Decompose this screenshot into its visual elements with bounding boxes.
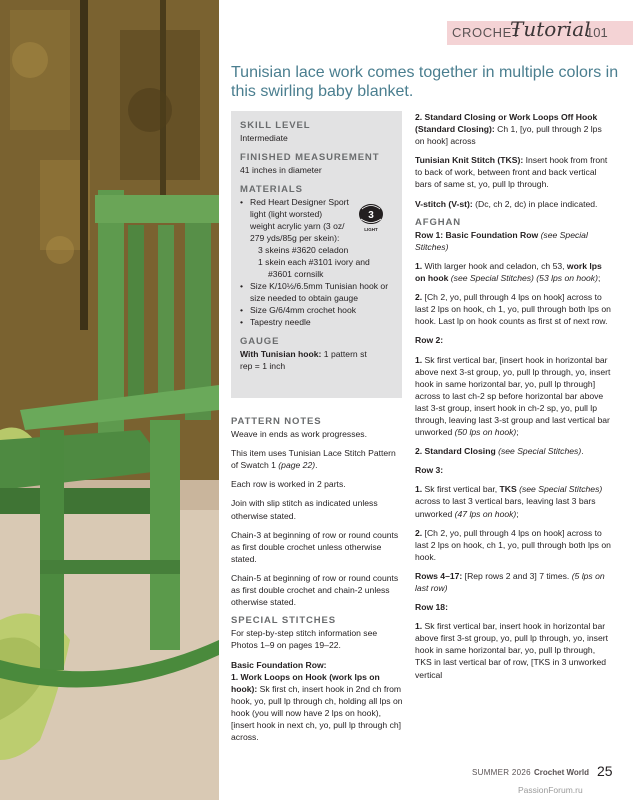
- skill-level-heading: SKILL LEVEL: [240, 120, 311, 131]
- row2-heading: Row 2:: [415, 335, 444, 346]
- row18-step1: 1. Sk first vertical bar, insert hook in horizontal bar above first 3-st group, yo, pull lp through, yo, insert hook in same horizontal bar, yo, pull lp through, TKS in last vertical bar of row, [TKS in 3 unworked vertical: [415, 621, 608, 680]
- materials-heading: MATERIALS: [240, 184, 303, 195]
- spec-box: [231, 111, 402, 398]
- note-paragraph: Weave in ends as work progresses.: [231, 429, 367, 440]
- gauge-heading: GAUGE: [240, 336, 280, 347]
- row18-heading: Row 18:: [415, 602, 448, 613]
- header-section-label: CROCHET: [452, 25, 521, 40]
- chair-illustration: [0, 0, 219, 800]
- right-column: [415, 111, 613, 688]
- photo-green-rocking-chair: [0, 0, 219, 800]
- work-loops-paragraph: 1. Work Loops on Hook (work lps on hook): Sk first ch, insert hook in 2nd ch from hook, yo, pull lp through ch, holding all lps on hook (you will now have 2 lps on hook), [insert hook in next ch, yo, pull lp through ch] across.: [231, 671, 403, 743]
- note-paragraph: Join with slip stitch as indicated unless otherwise stated.: [231, 498, 378, 521]
- footer-magazine: Crochet World: [534, 768, 589, 777]
- material-sub-item: 1 skein each #3101 ivory and: [258, 257, 370, 267]
- material-sub-item: 3 skeins #3620 celadon: [258, 245, 349, 255]
- footer-issue: SUMMER 2026: [472, 768, 531, 777]
- pattern-notes-heading: PATTERN NOTES: [231, 416, 322, 427]
- note-paragraph: Chain-3 at beginning of row or round counts as first double crochet unless otherwise stated.: [231, 529, 399, 564]
- skill-level-value: Intermediate: [240, 133, 288, 143]
- material-item: • Size K/10½/6.5mm Tunisian hook or size needed to obtain gauge: [240, 280, 393, 304]
- row1-step1: 1. With larger hook and celadon, ch 53, work lps on hook (see Special Stitches) (53 lps on hook);: [415, 260, 602, 284]
- row3-heading: Row 3:: [415, 465, 444, 476]
- intro-text: Tunisian lace work comes together in multiple colors in this swirling baby blanket.: [231, 64, 619, 100]
- watermark: PassionForum.ru: [518, 785, 583, 795]
- note-paragraph: Each row is worked in 2 parts.: [231, 479, 346, 490]
- finished-measurement-heading: FINISHED MEASUREMENT: [240, 152, 380, 163]
- note-paragraph: Chain-5 at beginning of row or round counts as first double crochet and chain-2 unless otherwise stated.: [231, 572, 399, 608]
- vst-paragraph: V-stitch (V-st): (Dc, ch 2, dc) in place indicated.: [415, 198, 598, 209]
- material-sub-item: #3601 cornsilk: [268, 269, 324, 279]
- row1-heading: Row 1: Basic Foundation Row (see Special Stitches): [415, 229, 588, 252]
- header-tutorial-label: Tutorial: [510, 17, 591, 41]
- material-item: • Size G/6/4mm crochet hook: [240, 304, 393, 316]
- finished-measurement-value: 41 inches in diameter: [240, 165, 322, 175]
- tks-paragraph: Tunisian Knit Stitch (TKS): Insert hook from front to back of work, between front and back vertical bars of same st, yo, pull lp through.: [415, 155, 608, 190]
- row1-step2: 2. [Ch 2, yo, pull through 4 lps on hook] across to last 2 lps on hook, ch 1, yo, pull through both lps on hook. Last lp on hook counts as first st of next row.: [415, 292, 611, 327]
- row3-step1: 1. Sk first vertical bar, TKS (see Special Stitches) across to last 3 vertical bars, leaving last 3 bars unworked (47 lps on hook);: [415, 484, 603, 519]
- material-item: • Tapestry needle: [240, 316, 393, 328]
- afghan-heading: AFGHAN: [415, 216, 462, 228]
- left-column: [231, 416, 405, 750]
- yarn-weight-number: 3: [368, 210, 374, 221]
- yarn-weight-icon: [357, 203, 385, 233]
- row2-step2: 2. Standard Closing (see Special Stitches).: [415, 446, 584, 457]
- yarn-weight-label: LIGHT: [364, 227, 378, 232]
- material-item: • Red Heart Designer Sport light (light worsted) weight acrylic yarn (3 oz/ 279 yds/85g per skein):: [240, 196, 393, 244]
- gauge-value: With Tunisian hook: 1 pattern st rep = 1 inch: [240, 349, 367, 371]
- footer-page-number: 25: [597, 763, 613, 779]
- header-page-number: 101: [586, 25, 608, 40]
- special-stitches-heading: SPECIAL STITCHES: [231, 615, 337, 627]
- row3-step2: 2. [Ch 2, yo, pull through 4 lps on hook] across to last 2 lps on hook, ch 1, yo, pull through both lps on hook.: [415, 527, 611, 562]
- row2-step1: 1. Sk first vertical bar, [insert hook in horizontal bar above next 3-st group, yo, pull lp through, yo, insert hook in same horizontal bar, yo, pull lp through] across to last ch-2 sp before horizontal bar above last 3-st group, insert hook in ch-2 sp, yo, pull lp through, leaving last 3-st group and last vertical bar unworked (50 lps on hook);: [415, 354, 611, 438]
- standard-closing-paragraph: 2. Standard Closing or Work Loops Off Hook (Standard Closing): Ch 1, [yo, pull through 2 lps on hook] across: [415, 112, 602, 147]
- basic-foundation-row-heading: Basic Foundation Row:: [231, 659, 327, 670]
- special-stitches-text: For step-by-step stitch information see Photos 1–9 on pages 19–22.: [231, 628, 378, 651]
- rows-4-17: Rows 4–17: [Rep rows 2 and 3] 7 times. (5 lps on last row): [415, 570, 605, 593]
- note-paragraph: This item uses Tunisian Lace Stitch Pattern of Swatch 1 (page 22).: [231, 448, 396, 471]
